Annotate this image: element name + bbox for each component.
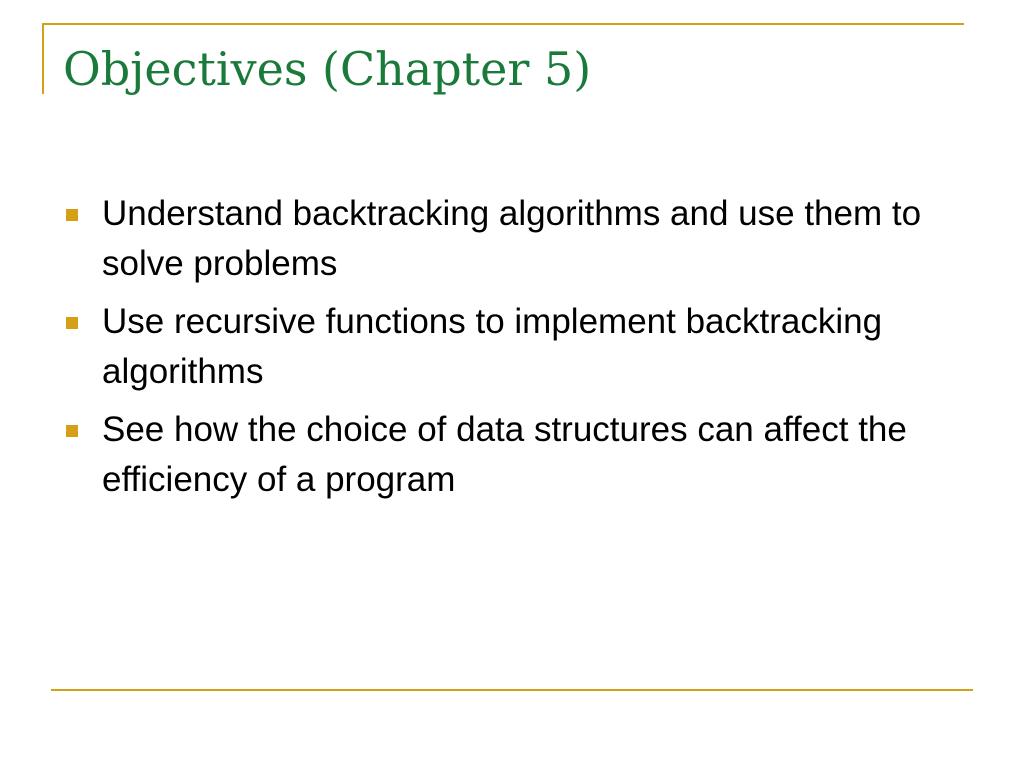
bullet-text: See how the choice of data structures can affect the efficiency of a program xyxy=(102,410,907,499)
title-frame-top-rule xyxy=(42,23,964,25)
square-bullet-icon xyxy=(66,317,78,329)
square-bullet-icon xyxy=(66,425,78,437)
square-bullet-icon xyxy=(66,209,78,221)
slide-title: Objectives (Chapter 5) xyxy=(63,42,592,96)
bullet-list xyxy=(66,189,956,513)
title-frame-left-rule xyxy=(42,23,44,94)
bullet-item xyxy=(66,297,956,397)
bullet-text: Use recursive functions to implement backtracking algorithms xyxy=(102,302,883,391)
footer-rule xyxy=(51,689,973,691)
bullet-item xyxy=(66,189,956,289)
bullet-text: Understand backtracking algorithms and use them to solve problems xyxy=(102,194,922,283)
bullet-item xyxy=(66,405,956,505)
